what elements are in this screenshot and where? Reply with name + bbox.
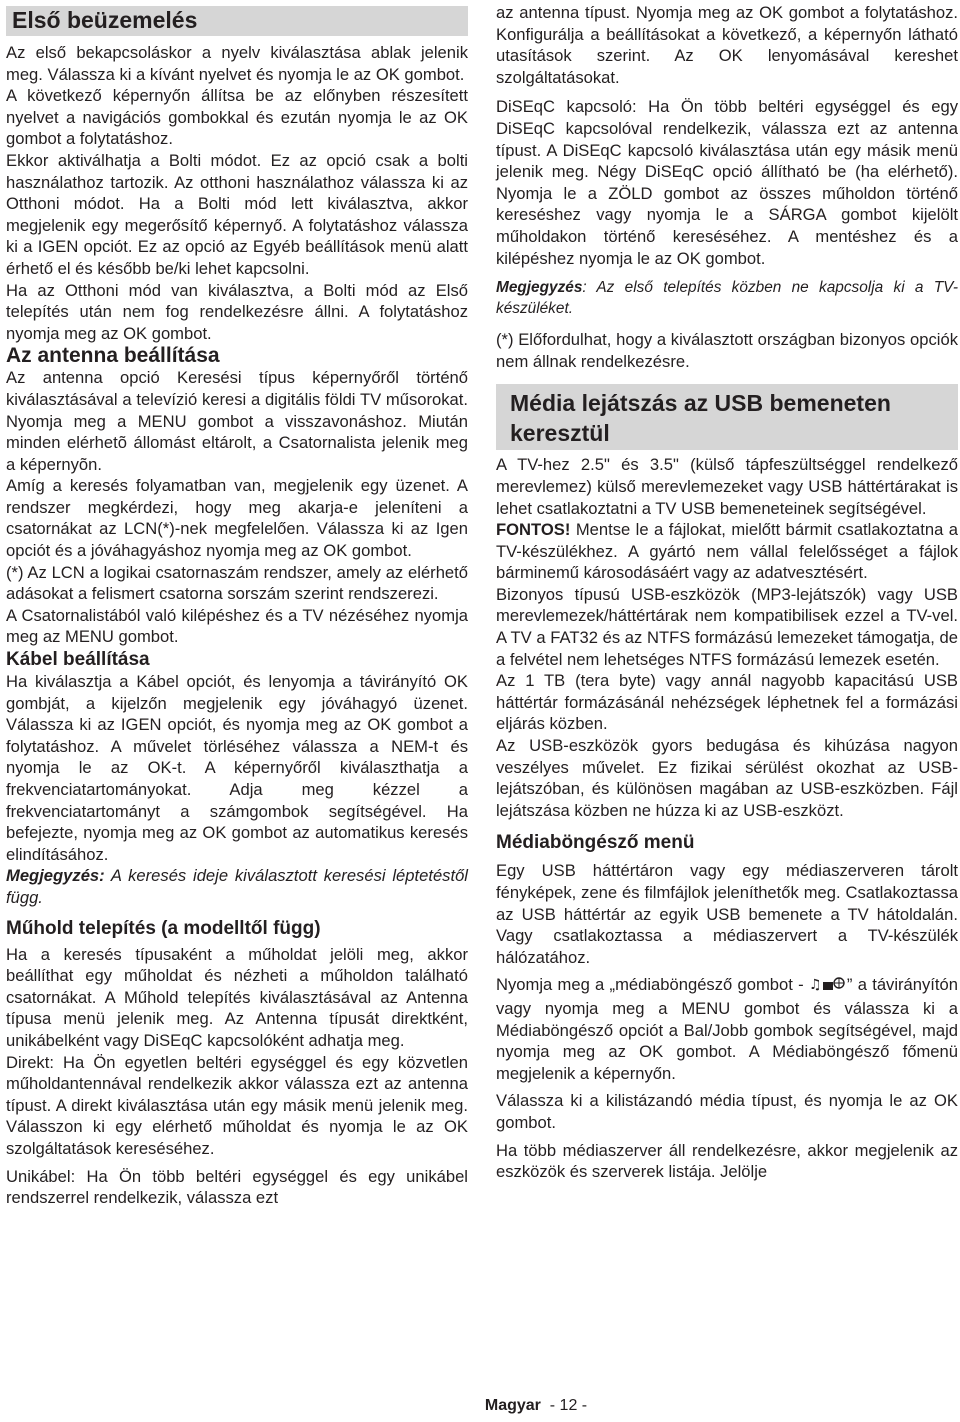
paragraph: Amíg a keresés folyamatban van, megjelenik egy üzenet. A rendszer megkérdezi, hogy meg akarja-e jeleníteni a csatornákat az LCN(*)-nek megfelelően. Válassza ki az Igen opciót és a jóváhagyáshoz nyomja meg az OK gombot. [6,476,468,561]
paragraph: Ha a keresés típusaként a műholdat jelöli meg, akkor beállíthat egy műholdat és nézheti a műholdon található csatornákat. A Műhold telepítés kiválasztásával az Antenna típusa menü jelenik meg. Az Antenna típusát direktként, unikábelként vagy DiSEqC kapcsolóként adhatja meg. [6,944,468,1050]
left-column [6,0,468,1209]
heading-first-setup: Első beüzemelés [6,6,468,36]
paragraph: Egy USB háttértáron vagy egy médiaszerveren tárolt fényképek, zene és filmfájlok jeleníthetők meg. Csatlakoztassa az USB háttértár az egyik USB bemenete a TV hátoldalán. Vagy csatlakoztassa a médiaszervert a TV-készülék hálózatához. [496,861,958,967]
page-number: - 12 - [549,1397,588,1414]
paragraph: A következő képernyőn állítsa be az előnyben részesített nyelvet a navigációs gombokkal és ezután nyomja le az OK gombot a folytatáshoz. [6,86,468,149]
paragraph: Ha kiválasztja a Kábel opciót, és lenyomja a távirányító OK gombját, a kijelzőn megjelenik egy jóváhagyó üzenet. Válassza ki az IGEN opciót, és nyomja meg az OK gombot a folytatáshoz. A művelet törléséhez válassza a NEM-t és nyomja le az OK-t. A képernyőről kiválaszthatja a frekvenciatartományokat. Adja meg kézzel a frekvenciatartományt a számgombok segítségével. Ha befejezte, nyomja meg az OK gombot az automatikus keresés elindításához. [6,672,468,864]
paragraph: Az USB-eszközök gyors bedugása és kihúzása nagyon veszélyes művelet. Ez fizikai sérülést okozhat az USB-lejátszóban, és különösen magában az USB-eszközben. Fájl lejátszása közben ne húzza ki az USB-eszközt. [496,736,958,820]
heading-media-browser: Médiaböngésző menü [496,832,695,854]
heading-cable: Kábel beállítása [6,649,150,671]
important-label: FONTOS! [496,520,571,540]
paragraph: Unikábel: Ha Ön több beltéri egységgel és egy unikábel rendszerrel rendelkezik, válassza ezt [6,1166,468,1208]
paragraph: Ha több médiaszerver áll rendelkezésre, akkor megjelenik az eszközök és szerverek listája. Jelölje [496,1140,958,1182]
heading-antenna: Az antenna beállítása [6,344,220,368]
paragraph: (*) Az LCN a logikai csatornaszám rendszer, amely az elérhető adásokat a felismert csatorna sorszám szerint rendszerezi. [6,562,468,604]
heading-satellite: Műhold telepítés (a modelltől függ) [6,917,321,939]
footer-language: Magyar [484,1397,541,1414]
paragraph: Az antenna opció Keresési típus képernyőről történő kiválasztásával a televízió keresi a digitális földi TV műsorokat. Nyomja meg a MENU gombot a visszavonáshoz. Miután minden elérhetõ állomást eltárolt, a Csatornalista jelenik meg a képernyõn. [6,368,468,474]
paragraph: az antenna típust. Nyomja meg az OK gombot a folytatáshoz. Konfigurálja a beállításokat a következő, a képernyőn látható utasítások szerint. Az OK lenyomásával kereshet szolgáltatásokat. [496,3,958,87]
paragraph: Az 1 TB (tera byte) vagy annál nagyobb kapacitású USB háttértár formázásánál nehézségek léphetnek fel a formázási eljárás közben. [496,671,958,734]
note [6,865,468,908]
paragraph: DiSEqC kapcsoló: Ha Ön több beltéri egységgel és egy DiSEqC kapcsolóval rendelkezik, válassza ezt az antenna típust. A DiSEqC kapcsoló kiválasztása után egy másik menü jelenik meg. Négy DiSEqC opció állítható be (ha elérhető). Nyomja le a ZÖLD gombot az összes műholdon történő kereséshez vagy nyomja le a SÁRGA gombot kijelölt műholdakon történő kereséséhez. A mentéshez és a kilépéshez nyomja le az OK gombot. [496,97,958,268]
note [496,277,958,319]
paragraph: (*) Előfordulhat, hogy a kiválasztott országban bizonyos opciók nem állnak rendelkezésre. [496,330,958,371]
heading-media-usb: Média lejátszás az USB bemeneten keresztül [496,384,958,450]
note-text: : Az első telepítés közben ne kapcsolja ki a TV-készüléket. [496,279,958,318]
paragraph: Direkt: Ha Ön egyetlen beltéri egységgel és egy közvetlen műholdantennával rendelkezik akkor válassza ezt az antenna típust. A direkt kiválasztása után egy másik menü jelenik meg. Válasszon ki egy elérhető műholdat és nyomja le az OK szolgáltatások kereséséhez. [6,1052,468,1158]
page-footer [0,1396,960,1416]
paragraph: Ha az Otthoni mód van kiválasztva, a Bolti mód az Első telepítés után nem fog rendelkezésre állni. A folytatáshoz nyomja meg az OK gombot. [6,280,468,343]
note-label: Megjegyzés: [6,866,105,886]
right-column [496,0,958,1183]
svg-text:♫: ♫ [808,977,822,993]
note-label: Megjegyzés [496,279,583,297]
note-text: A keresés ideje kiválasztott keresési léptetéstől függ. [6,866,468,907]
paragraph: Nyomja meg a „médiaböngésző gombot - ♫ ” a távirányítón vagy nyomja meg a MENU gombot és válassza ki a Médiaböngésző opciót a Bal/Jobb gombok segítségével, majd nyomja meg az OK gombot. A Médiaböngésző főmenü megjelenik a képernyőn. [496,975,958,1083]
paragraph: Bizonyos típusú USB-eszközök (MP3-lejátszók) vagy USB merevlemezek/háttértárak nem kompatibilisek ezzel a TV-vel. A TV a FAT32 és az NTFS formázású lemezeket támogatja, de a felvétel nem lehetséges NTFS formázású lemezek esetén. [496,584,958,669]
media-browser-icon [809,976,847,998]
paragraph: FONTOS! Mentse le a fájlokat, mielőtt bármit csatlakoztatna a TV-készülékhez. A gyártó nem vállal felelősséget a fájlok bárminemű károsodásáért vagy az adatvesztésért. [496,520,958,583]
paragraph: Válassza ki a kilistázandó média típust, és nyomja le az OK gombot. [496,1091,958,1132]
paragraph: A Csatornalistából való kilépéshez és a TV nézéséhez nyomja meg az MENU gombot. [6,605,468,647]
paragraph: Az első bekapcsoláskor a nyelv kiválasztása ablak jelenik meg. Válassza ki a kívánt nyelvet és nyomja le az OK gombot. [6,43,468,84]
paragraph: A TV-hez 2.5" és 3.5" (külső tápfeszültséggel rendelkező merevlemez) külső merevlemezeket vagy USB háttértárakat is lehet csatlakoztatni a TV USB bemeneteinek segítségével. [496,455,958,518]
paragraph: Ekkor aktiválhatja a Bolti módot. Ez az opció csak a bolti használathoz tartozik. Az otthoni használathoz válassza ki az Otthoni módot. Ha a Bolti mód lett kiválasztva, akkor megjelenik egy megerősítő képernyő. A folytatáshoz válassza ki a IGEN opciót. Ez az opció az Egyéb beállítások menü alatt érhető el és később be/ki lehet kapcsolni. [6,150,468,278]
